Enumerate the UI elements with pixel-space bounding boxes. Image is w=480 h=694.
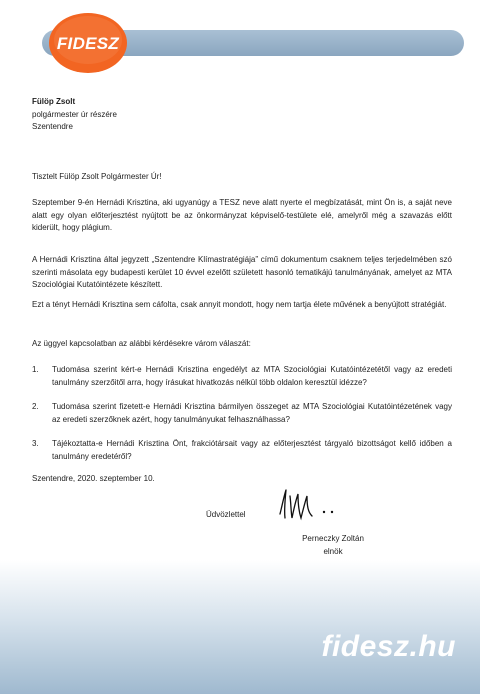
handwritten-signature: [272, 486, 382, 526]
signer-role: elnök: [323, 546, 343, 556]
logo-text: FIDESZ: [56, 34, 120, 53]
paragraph-text: Ezt a tényt Hernádi Krisztina sem cáfolta, csak annyit mondott, hogy nem tartja élete művének a benyújtott stratégiát.: [32, 300, 447, 309]
paragraph: [32, 299, 452, 312]
list-item: [32, 364, 452, 389]
list-item: [32, 438, 452, 463]
salutation: Tisztelt Fülöp Zsolt Polgármester Úr!: [32, 172, 162, 181]
list-number: 3.: [32, 439, 39, 449]
paragraph: [32, 197, 452, 235]
paragraph-text: A Hernádi Krisztina által jegyzett „Szentendre Klímastratégiája” című dokumentum csaknem teljes terjedelmében szó szerinti másolata egy budapesti kerület 10 évvel ezelőtt született hasonló tematikájú tanulmányának, amelyet az MTA Szociológiai Kutatóintézete készített.: [32, 255, 452, 290]
fidesz-logo: [48, 12, 128, 74]
list-item: [32, 401, 452, 426]
list-item-text: Tájékoztatta-e Hernádi Krisztina Önt, frakciótársait vagy az előterjesztést tárgyaló bizottságot kellő időben a tanulmány eredetéről?: [52, 439, 452, 461]
footer-gradient: [0, 560, 480, 694]
paragraph-text: Szeptember 9-én Hernádi Krisztina, aki ugyanúgy a TESZ neve alatt nyerte el megbízatását, mint Ön is, a saját neve alatt egy olyan előterjesztést nyújtott be az önkormányzat képviselő-testülete elé, amelyről még a szavazás előtt kiderült, hogy plágium.: [32, 198, 452, 233]
footer-logo: fidesz.hu: [321, 630, 456, 663]
letter-date: Szentendre, 2020. szeptember 10.: [32, 474, 155, 483]
list-item-text: Tudomása szerint fizetett-e Hernádi Krisztina bármilyen összeget az MTA Szociológiai Kutatóintézetének vagy az eredeti szerzőknek azért, hogy tanulmányukat felhasználhassa?: [52, 402, 452, 424]
recipient-title: polgármester úr részére: [32, 109, 117, 119]
list-item-text: Tudomása szerint kért-e Hernádi Krisztina engedélyt az MTA Szociológiai Kutatóintézetétől vagy az eredeti tanulmány szerzőitől arra, hogy írásukat hivatkozás nélkül több oldalon keresztül idézze?: [52, 365, 452, 387]
recipient-city: Szentendre: [32, 122, 73, 131]
closing: Üdvözlettel: [206, 510, 246, 519]
paragraph: [32, 254, 452, 292]
recipient-name: Fülöp Zsolt: [32, 97, 76, 106]
list-number: 1.: [32, 365, 39, 374]
list-number: 2.: [32, 402, 39, 412]
signer-block: [294, 533, 372, 558]
paragraph-text: Az üggyel kapcsolatban az alábbi kérdésekre várom válaszát:: [32, 339, 251, 348]
paragraph: [32, 338, 452, 351]
recipient-block: [32, 96, 117, 134]
question-list: [32, 364, 452, 476]
signer-name: Perneczky Zoltán: [302, 534, 364, 543]
